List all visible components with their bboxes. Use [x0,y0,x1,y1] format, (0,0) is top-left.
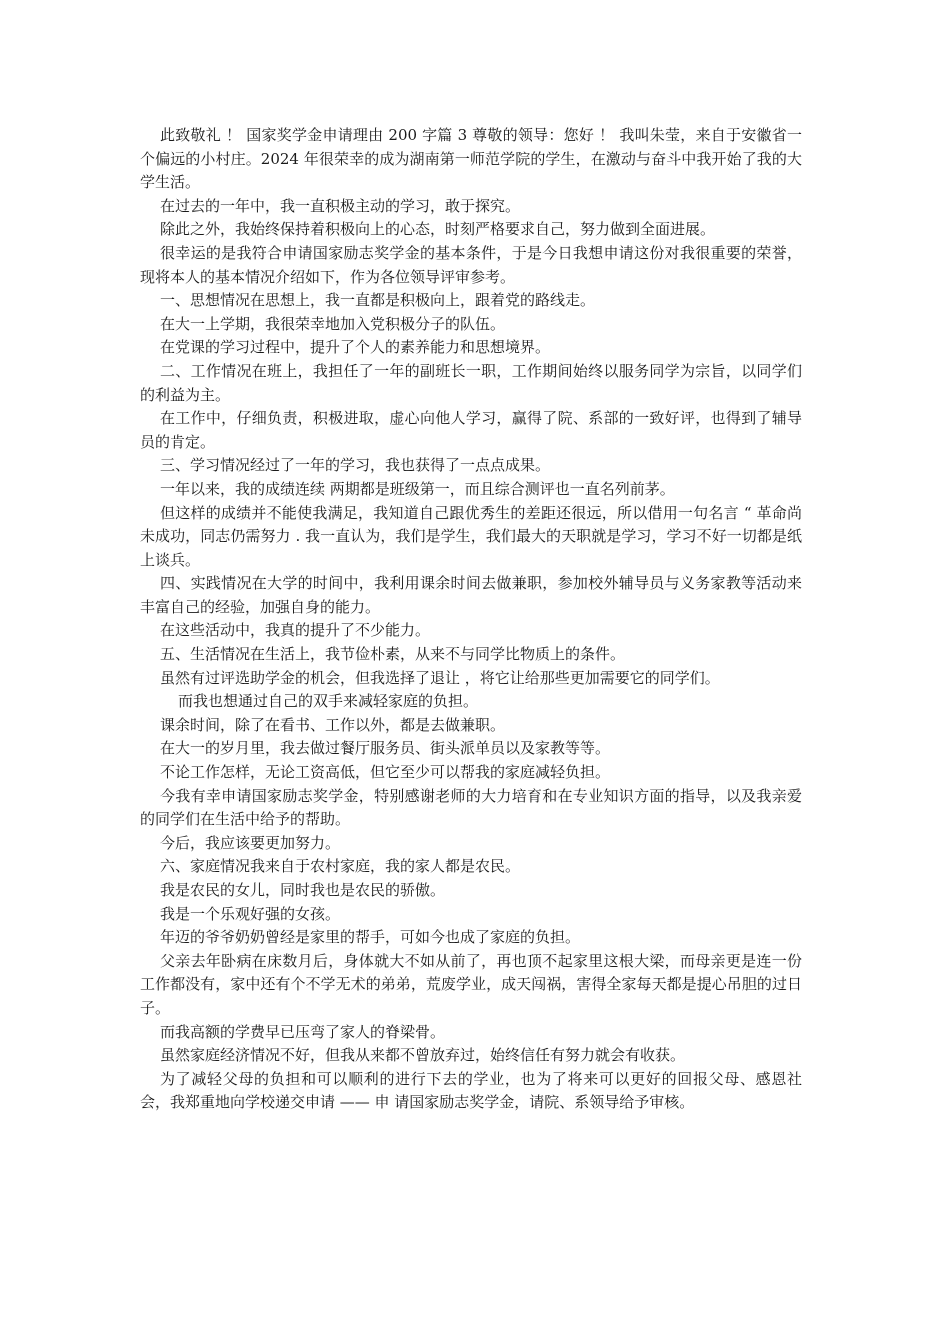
paragraph: 今我有幸申请国家励志奖学金，特别感谢老师的大力培育和在专业知识方面的指导，以及我亲爱的同学们在生活中给予的帮助。 [140,786,802,829]
paragraph: 除此之外，我始终保持着积极向上的心态，时刻严格要求自己，努力做到全面进展。 [160,220,716,239]
paragraph: 而我高额的学费早已压弯了家人的脊梁骨。 [160,1022,446,1041]
paragraph: 虽然家庭经济情况不好，但我从来都不曾放弃过，始终信任有努力就会有收获。 [160,1046,686,1065]
document-body [140,124,802,1115]
paragraph: 在党课的学习过程中，提升了个人的素养能力和思想境界。 [160,338,551,357]
paragraph: 课余时间，除了在看书、工作以外，都是去做兼职。 [160,715,506,734]
section-heading-practice: 四、实践情况在大学的时间中，我利用课余时间去做兼职，参加校外辅导员与义务家教等活动来丰富自己的经验，加强自身的能力。 [140,574,802,616]
section-heading-family: 六、家庭情况我来自于农村家庭，我的家人都是农民。 [160,857,521,876]
section-heading-life: 五、生活情况在生活上，我节俭朴素，从来不与同学比物质上的条件。 [160,645,626,664]
paragraph-opening: 此致敬礼 ！ 国家奖学金申请理由 200 字篇 3 尊敬的领导：您好 ！ 我叫朱莹，来自于安徽省一个偏远的小村庄。2024 年很荣幸的成为湖南第一师范学院的学生，在激动与奋斗中我开始了我的大学生活。 [140,126,802,192]
paragraph-closing: 为了减轻父母的负担和可以顺利的进行下去的学业，也为了将来可以更好的回报父母、感恩社会，我郑重地向学校递交申请 —— 申 请国家励志奖学金，请院、系领导给予审核。 [140,1069,802,1112]
paragraph: 虽然有过评选助学金的机会，但我选择了退让 ，将它让给那些更加需要它的同学们。 [160,668,720,687]
paragraph: 一年以来，我的成绩连续 两期都是班级第一，而且综合测评也一直名列前茅。 [160,479,675,498]
section-heading-study: 三、学习情况经过了一年的学习，我也获得了一点点成果。 [160,456,551,475]
paragraph: 但这样的成绩并不能使我满足，我知道自己跟优秀生的差距还很远，所以借用一句名言 “ 革命尚未成功，同志仍需努力 . 我一直认为，我们是学生，我们最大的天职就是学习，学习不好一切都是纸上谈兵。 [140,503,802,569]
paragraph: 在大一上学期，我很荣幸地加入党积极分子的队伍。 [160,314,506,333]
paragraph: 我是一个乐观好强的女孩。 [160,904,341,923]
paragraph: 父亲去年卧病在床数月后，身体就大不如从前了，再也顶不起家里这根大梁，而母亲更是连一份工作都没有，家中还有个不学无术的弟弟，荒废学业，成天闯祸，害得全家每天都是提心吊胆的过日子。 [140,951,802,1017]
paragraph: 今后，我应该要更加努力。 [160,833,341,852]
paragraph: 不论工作怎样，无论工资高低，但它至少可以帮我的家庭减轻负担。 [160,763,611,782]
paragraph: 在大一的岁月里，我去做过餐厅服务员、街头派单员以及家教等等。 [160,739,611,758]
paragraph: 我是农民的女儿，同时我也是农民的骄傲。 [160,881,446,899]
paragraph: 很幸运的是我符合申请国家励志奖学金的基本条件，于是今日我想申请这份对我很重要的荣誉， 现将本人的基本情况介绍如下，作为各位领导评审参考。 [140,243,802,286]
paragraph: 而我也想通过自己的双手来减轻家庭的负担。 [178,692,479,711]
section-heading-ideology: 一、思想情况在思想上，我一直都是积极向上，跟着党的路线走。 [160,291,596,310]
paragraph: 年迈的爷爷奶奶曾经是家里的帮手，可如今也成了家庭的负担。 [160,928,581,947]
paragraph: 在过去的一年中，我一直积极主动的学习，敢于探究。 [160,196,521,215]
section-heading-work: 二、工作情况在班上，我担任了一年的副班长一职，工作期间始终以服务同学为宗旨，以同学们的利益为主。 [140,361,802,404]
paragraph: 在这些活动中，我真的提升了不少能力。 [160,621,431,640]
paragraph: 在工作中，仔细负责，积极进取，虚心向他人学习，赢得了院、系部的一致好评，也得到了辅导员的肯定。 [140,409,802,451]
